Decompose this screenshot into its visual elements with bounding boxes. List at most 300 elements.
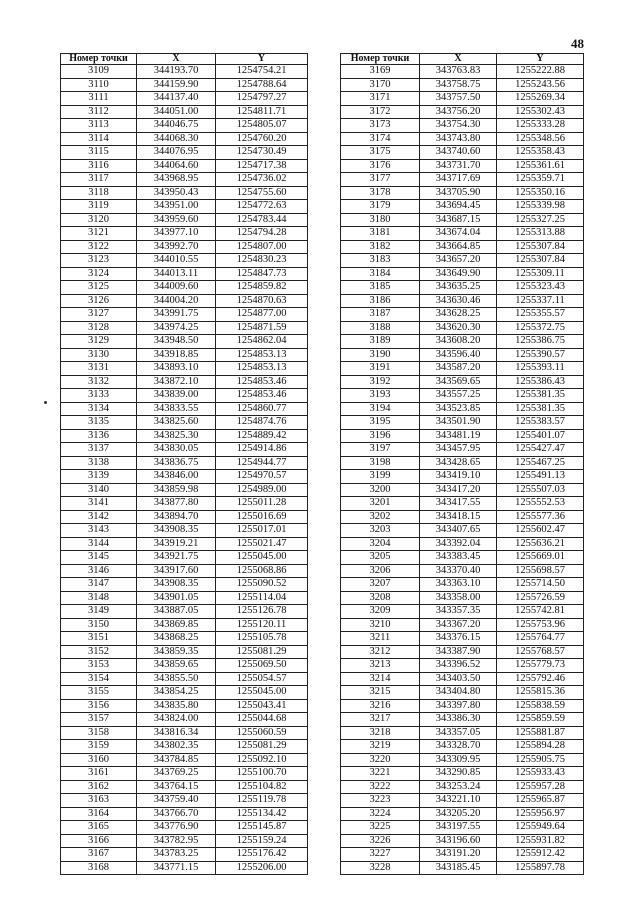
y-coordinate-cell: 1255714.50 xyxy=(497,578,584,592)
point-number-cell: 3171 xyxy=(341,92,420,106)
table-row xyxy=(341,146,584,160)
header-x: X xyxy=(137,54,216,65)
table-row xyxy=(61,848,308,862)
table-row xyxy=(341,132,584,146)
y-coordinate-cell: 1255393.11 xyxy=(497,362,584,376)
table-row xyxy=(341,632,584,646)
point-number-cell: 3191 xyxy=(341,362,420,376)
table-row xyxy=(61,78,308,92)
point-number-cell: 3120 xyxy=(61,213,137,227)
y-coordinate-cell: 1255381.35 xyxy=(497,389,584,403)
x-coordinate-cell: 343758.75 xyxy=(420,78,497,92)
table-row xyxy=(61,537,308,551)
x-coordinate-cell: 343419.10 xyxy=(420,470,497,484)
x-coordinate-cell: 343418.15 xyxy=(420,510,497,524)
y-coordinate-cell: 1255045.00 xyxy=(216,551,308,565)
table-row xyxy=(341,848,584,862)
x-coordinate-cell: 343407.65 xyxy=(420,524,497,538)
y-coordinate-cell: 1255323.43 xyxy=(497,281,584,295)
x-coordinate-cell: 343674.04 xyxy=(420,227,497,241)
point-number-cell: 3195 xyxy=(341,416,420,430)
point-number-cell: 3174 xyxy=(341,132,420,146)
x-coordinate-cell: 343309.95 xyxy=(420,753,497,767)
x-coordinate-cell: 343392.04 xyxy=(420,537,497,551)
point-number-cell: 3202 xyxy=(341,510,420,524)
table-row xyxy=(341,186,584,200)
table-row xyxy=(341,686,584,700)
point-number-cell: 3118 xyxy=(61,186,137,200)
x-coordinate-cell: 343404.80 xyxy=(420,686,497,700)
point-number-cell: 3156 xyxy=(61,699,137,713)
y-coordinate-cell: 1255126.78 xyxy=(216,605,308,619)
point-number-cell: 3219 xyxy=(341,740,420,754)
y-coordinate-cell: 1255359.71 xyxy=(497,173,584,187)
table-row xyxy=(341,348,584,362)
header-x: X xyxy=(420,54,497,65)
y-coordinate-cell: 1255372.75 xyxy=(497,321,584,335)
y-coordinate-cell: 1255119.78 xyxy=(216,794,308,808)
table-row xyxy=(341,767,584,781)
point-number-cell: 3183 xyxy=(341,254,420,268)
table-row xyxy=(61,686,308,700)
x-coordinate-cell: 343816.34 xyxy=(137,726,216,740)
y-coordinate-cell: 1254783.44 xyxy=(216,213,308,227)
table-row xyxy=(61,564,308,578)
x-coordinate-cell: 343717.69 xyxy=(420,173,497,187)
y-coordinate-cell: 1254870.63 xyxy=(216,294,308,308)
x-coordinate-cell: 343901.05 xyxy=(137,591,216,605)
stray-dot-mark xyxy=(44,401,47,404)
point-number-cell: 3139 xyxy=(61,470,137,484)
x-coordinate-cell: 343635.25 xyxy=(420,281,497,295)
x-coordinate-cell: 343759.40 xyxy=(137,794,216,808)
y-coordinate-cell: 1255333.28 xyxy=(497,119,584,133)
x-coordinate-cell: 343783.25 xyxy=(137,848,216,862)
table-row xyxy=(61,105,308,119)
y-coordinate-cell: 1255949.64 xyxy=(497,821,584,835)
table-row xyxy=(61,375,308,389)
y-coordinate-cell: 1255081.29 xyxy=(216,645,308,659)
y-coordinate-cell: 1254811.71 xyxy=(216,105,308,119)
table-row xyxy=(61,483,308,497)
x-coordinate-cell: 343908.35 xyxy=(137,524,216,538)
y-coordinate-cell: 1255602.47 xyxy=(497,524,584,538)
point-number-cell: 3136 xyxy=(61,429,137,443)
x-coordinate-cell: 343428.65 xyxy=(420,456,497,470)
x-coordinate-cell: 343868.25 xyxy=(137,632,216,646)
point-number-cell: 3128 xyxy=(61,321,137,335)
point-number-cell: 3161 xyxy=(61,767,137,781)
point-number-cell: 3213 xyxy=(341,659,420,673)
point-number-cell: 3173 xyxy=(341,119,420,133)
point-number-cell: 3169 xyxy=(341,65,420,79)
table-row xyxy=(341,281,584,295)
y-coordinate-cell: 1255309.11 xyxy=(497,267,584,281)
y-coordinate-cell: 1255467.25 xyxy=(497,456,584,470)
point-number-cell: 3147 xyxy=(61,578,137,592)
x-coordinate-cell: 343948.50 xyxy=(137,335,216,349)
point-number-cell: 3185 xyxy=(341,281,420,295)
point-number-cell: 3148 xyxy=(61,591,137,605)
y-coordinate-cell: 1255401.07 xyxy=(497,429,584,443)
point-number-cell: 3180 xyxy=(341,213,420,227)
y-coordinate-cell: 1255348.56 xyxy=(497,132,584,146)
y-coordinate-cell: 1255327.25 xyxy=(497,213,584,227)
x-coordinate-cell: 343705.90 xyxy=(420,186,497,200)
y-coordinate-cell: 1255269.34 xyxy=(497,92,584,106)
table-row xyxy=(61,713,308,727)
y-coordinate-cell: 1255339.98 xyxy=(497,200,584,214)
x-coordinate-cell: 343587.20 xyxy=(420,362,497,376)
y-coordinate-cell: 1255753.96 xyxy=(497,618,584,632)
y-coordinate-cell: 1255159.24 xyxy=(216,834,308,848)
point-number-cell: 3215 xyxy=(341,686,420,700)
x-coordinate-cell: 343977.10 xyxy=(137,227,216,241)
x-coordinate-cell: 343887.05 xyxy=(137,605,216,619)
y-coordinate-cell: 1255081.29 xyxy=(216,740,308,754)
point-number-cell: 3109 xyxy=(61,65,137,79)
y-coordinate-cell: 1255792.46 xyxy=(497,672,584,686)
x-coordinate-cell: 343974.25 xyxy=(137,321,216,335)
y-coordinate-cell: 1255090.52 xyxy=(216,578,308,592)
y-coordinate-cell: 1254877.00 xyxy=(216,308,308,322)
table-row xyxy=(61,645,308,659)
point-number-cell: 3162 xyxy=(61,780,137,794)
table-row xyxy=(341,780,584,794)
point-number-cell: 3177 xyxy=(341,173,420,187)
table-row xyxy=(341,443,584,457)
y-coordinate-cell: 1255577.36 xyxy=(497,510,584,524)
x-coordinate-cell: 343859.35 xyxy=(137,645,216,659)
point-number-cell: 3226 xyxy=(341,834,420,848)
coordinates-table-right-body xyxy=(341,65,584,875)
y-coordinate-cell: 1255957.28 xyxy=(497,780,584,794)
x-coordinate-cell: 343557.25 xyxy=(420,389,497,403)
table-row xyxy=(61,173,308,187)
table-header-row xyxy=(61,54,308,65)
x-coordinate-cell: 343481.19 xyxy=(420,429,497,443)
table-row xyxy=(341,537,584,551)
table-row xyxy=(61,605,308,619)
x-coordinate-cell: 343191.20 xyxy=(420,848,497,862)
table-row xyxy=(61,254,308,268)
table-row xyxy=(341,362,584,376)
point-number-cell: 3176 xyxy=(341,159,420,173)
point-number-cell: 3221 xyxy=(341,767,420,781)
y-coordinate-cell: 1255176.42 xyxy=(216,848,308,862)
table-row xyxy=(61,861,308,875)
x-coordinate-cell: 344137.40 xyxy=(137,92,216,106)
y-coordinate-cell: 1255044.68 xyxy=(216,713,308,727)
table-row xyxy=(341,267,584,281)
y-coordinate-cell: 1254807.00 xyxy=(216,240,308,254)
x-coordinate-cell: 343830.05 xyxy=(137,443,216,457)
y-coordinate-cell: 1255307.84 xyxy=(497,240,584,254)
y-coordinate-cell: 1255114.04 xyxy=(216,591,308,605)
table-row xyxy=(341,618,584,632)
point-number-cell: 3142 xyxy=(61,510,137,524)
point-number-cell: 3186 xyxy=(341,294,420,308)
y-coordinate-cell: 1254853.13 xyxy=(216,362,308,376)
table-row xyxy=(61,524,308,538)
y-coordinate-cell: 1255105.78 xyxy=(216,632,308,646)
y-coordinate-cell: 1255956.97 xyxy=(497,807,584,821)
y-coordinate-cell: 1255337.11 xyxy=(497,294,584,308)
x-coordinate-cell: 343569.65 xyxy=(420,375,497,389)
point-number-cell: 3205 xyxy=(341,551,420,565)
point-number-cell: 3216 xyxy=(341,699,420,713)
x-coordinate-cell: 343694.45 xyxy=(420,200,497,214)
point-number-cell: 3160 xyxy=(61,753,137,767)
table-row xyxy=(61,146,308,160)
table-row xyxy=(341,753,584,767)
page-number: 48 xyxy=(571,36,584,51)
x-coordinate-cell: 343825.30 xyxy=(137,429,216,443)
point-number-cell: 3201 xyxy=(341,497,420,511)
x-coordinate-cell: 343991.75 xyxy=(137,308,216,322)
point-number-cell: 3127 xyxy=(61,308,137,322)
table-row xyxy=(61,821,308,835)
point-number-cell: 3141 xyxy=(61,497,137,511)
x-coordinate-cell: 343630.46 xyxy=(420,294,497,308)
x-coordinate-cell: 343743.80 xyxy=(420,132,497,146)
y-coordinate-cell: 1255350.16 xyxy=(497,186,584,200)
table-row xyxy=(61,132,308,146)
y-coordinate-cell: 1254760.20 xyxy=(216,132,308,146)
x-coordinate-cell: 343197.55 xyxy=(420,821,497,835)
point-number-cell: 3111 xyxy=(61,92,137,106)
y-coordinate-cell: 1254853.46 xyxy=(216,375,308,389)
x-coordinate-cell: 343835.80 xyxy=(137,699,216,713)
table-row xyxy=(61,416,308,430)
table-row xyxy=(341,240,584,254)
y-coordinate-cell: 1254717.38 xyxy=(216,159,308,173)
x-coordinate-cell: 343757.50 xyxy=(420,92,497,106)
table-row xyxy=(61,632,308,646)
point-number-cell: 3197 xyxy=(341,443,420,457)
point-number-cell: 3167 xyxy=(61,848,137,862)
table-row xyxy=(341,807,584,821)
x-coordinate-cell: 343417.55 xyxy=(420,497,497,511)
x-coordinate-cell: 343523.85 xyxy=(420,402,497,416)
x-coordinate-cell: 343921.75 xyxy=(137,551,216,565)
table-row xyxy=(61,119,308,133)
table-row xyxy=(61,240,308,254)
table-row xyxy=(61,443,308,457)
point-number-cell: 3196 xyxy=(341,429,420,443)
x-coordinate-cell: 343501.90 xyxy=(420,416,497,430)
table-row xyxy=(61,551,308,565)
y-coordinate-cell: 1255636.21 xyxy=(497,537,584,551)
y-coordinate-cell: 1254871.59 xyxy=(216,321,308,335)
table-row xyxy=(341,483,584,497)
point-number-cell: 3164 xyxy=(61,807,137,821)
x-coordinate-cell: 343664.85 xyxy=(420,240,497,254)
point-number-cell: 3137 xyxy=(61,443,137,457)
point-number-cell: 3228 xyxy=(341,861,420,875)
x-coordinate-cell: 343185.45 xyxy=(420,861,497,875)
y-coordinate-cell: 1255243.56 xyxy=(497,78,584,92)
y-coordinate-cell: 1255313.88 xyxy=(497,227,584,241)
table-row xyxy=(341,591,584,605)
y-coordinate-cell: 1255897.78 xyxy=(497,861,584,875)
point-number-cell: 3159 xyxy=(61,740,137,754)
point-number-cell: 3119 xyxy=(61,200,137,214)
y-coordinate-cell: 1255390.57 xyxy=(497,348,584,362)
y-coordinate-cell: 1254874.76 xyxy=(216,416,308,430)
table-row xyxy=(61,794,308,808)
point-number-cell: 3131 xyxy=(61,362,137,376)
y-coordinate-cell: 1254989.00 xyxy=(216,483,308,497)
x-coordinate-cell: 343649.90 xyxy=(420,267,497,281)
point-number-cell: 3116 xyxy=(61,159,137,173)
table-row xyxy=(341,159,584,173)
table-row xyxy=(341,510,584,524)
table-row xyxy=(61,578,308,592)
y-coordinate-cell: 1254754.21 xyxy=(216,65,308,79)
x-coordinate-cell: 343387.90 xyxy=(420,645,497,659)
x-coordinate-cell: 343918.85 xyxy=(137,348,216,362)
header-point-number: Номер точки xyxy=(61,54,137,65)
point-number-cell: 3143 xyxy=(61,524,137,538)
point-number-cell: 3114 xyxy=(61,132,137,146)
y-coordinate-cell: 1255302.43 xyxy=(497,105,584,119)
y-coordinate-cell: 1254797.27 xyxy=(216,92,308,106)
y-coordinate-cell: 1255698.57 xyxy=(497,564,584,578)
x-coordinate-cell: 344064.60 xyxy=(137,159,216,173)
table-row xyxy=(61,65,308,79)
point-number-cell: 3135 xyxy=(61,416,137,430)
point-number-cell: 3138 xyxy=(61,456,137,470)
x-coordinate-cell: 343833.55 xyxy=(137,402,216,416)
table-row xyxy=(61,672,308,686)
x-coordinate-cell: 343869.85 xyxy=(137,618,216,632)
y-coordinate-cell: 1254805.07 xyxy=(216,119,308,133)
x-coordinate-cell: 343859.65 xyxy=(137,659,216,673)
header-y: Y xyxy=(216,54,308,65)
point-number-cell: 3218 xyxy=(341,726,420,740)
y-coordinate-cell: 1255016.69 xyxy=(216,510,308,524)
x-coordinate-cell: 343917.60 xyxy=(137,564,216,578)
y-coordinate-cell: 1254859.82 xyxy=(216,281,308,295)
y-coordinate-cell: 1255017.01 xyxy=(216,524,308,538)
y-coordinate-cell: 1255912.42 xyxy=(497,848,584,862)
table-row xyxy=(61,807,308,821)
point-number-cell: 3178 xyxy=(341,186,420,200)
x-coordinate-cell: 343221.10 xyxy=(420,794,497,808)
table-row xyxy=(341,78,584,92)
point-number-cell: 3133 xyxy=(61,389,137,403)
point-number-cell: 3121 xyxy=(61,227,137,241)
y-coordinate-cell: 1255145.87 xyxy=(216,821,308,835)
y-coordinate-cell: 1254788.64 xyxy=(216,78,308,92)
y-coordinate-cell: 1255726.59 xyxy=(497,591,584,605)
table-row xyxy=(61,740,308,754)
point-number-cell: 3223 xyxy=(341,794,420,808)
y-coordinate-cell: 1255104.82 xyxy=(216,780,308,794)
table-row xyxy=(61,402,308,416)
table-row xyxy=(61,834,308,848)
table-row xyxy=(341,227,584,241)
table-row xyxy=(61,362,308,376)
table-row xyxy=(341,456,584,470)
y-coordinate-cell: 1255552.53 xyxy=(497,497,584,511)
table-row xyxy=(61,753,308,767)
table-row xyxy=(341,173,584,187)
y-coordinate-cell: 1255905.75 xyxy=(497,753,584,767)
table-row xyxy=(341,672,584,686)
point-number-cell: 3184 xyxy=(341,267,420,281)
x-coordinate-cell: 343357.05 xyxy=(420,726,497,740)
y-coordinate-cell: 1255838.59 xyxy=(497,699,584,713)
x-coordinate-cell: 343358.00 xyxy=(420,591,497,605)
y-coordinate-cell: 1255894.28 xyxy=(497,740,584,754)
x-coordinate-cell: 343919.21 xyxy=(137,537,216,551)
x-coordinate-cell: 343596.40 xyxy=(420,348,497,362)
x-coordinate-cell: 343754.30 xyxy=(420,119,497,133)
y-coordinate-cell: 1255361.61 xyxy=(497,159,584,173)
table-row xyxy=(341,740,584,754)
y-coordinate-cell: 1255383.57 xyxy=(497,416,584,430)
table-row xyxy=(341,92,584,106)
point-number-cell: 3113 xyxy=(61,119,137,133)
y-coordinate-cell: 1255355.57 xyxy=(497,308,584,322)
point-number-cell: 3163 xyxy=(61,794,137,808)
point-number-cell: 3203 xyxy=(341,524,420,538)
x-coordinate-cell: 344051.00 xyxy=(137,105,216,119)
table-row xyxy=(341,213,584,227)
y-coordinate-cell: 1255043.41 xyxy=(216,699,308,713)
y-coordinate-cell: 1255068.86 xyxy=(216,564,308,578)
x-coordinate-cell: 343766.70 xyxy=(137,807,216,821)
x-coordinate-cell: 343383.45 xyxy=(420,551,497,565)
x-coordinate-cell: 343854.25 xyxy=(137,686,216,700)
point-number-cell: 3193 xyxy=(341,389,420,403)
point-number-cell: 3166 xyxy=(61,834,137,848)
point-number-cell: 3194 xyxy=(341,402,420,416)
table-row xyxy=(61,294,308,308)
point-number-cell: 3204 xyxy=(341,537,420,551)
x-coordinate-cell: 343769.25 xyxy=(137,767,216,781)
table-row xyxy=(341,524,584,538)
point-number-cell: 3124 xyxy=(61,267,137,281)
x-coordinate-cell: 343396.52 xyxy=(420,659,497,673)
point-number-cell: 3189 xyxy=(341,335,420,349)
table-row xyxy=(61,497,308,511)
table-row xyxy=(61,767,308,781)
point-number-cell: 3168 xyxy=(61,861,137,875)
y-coordinate-cell: 1255100.70 xyxy=(216,767,308,781)
point-number-cell: 3151 xyxy=(61,632,137,646)
x-coordinate-cell: 343370.40 xyxy=(420,564,497,578)
point-number-cell: 3181 xyxy=(341,227,420,241)
y-coordinate-cell: 1255045.00 xyxy=(216,686,308,700)
table-row xyxy=(61,335,308,349)
table-row xyxy=(61,348,308,362)
point-number-cell: 3170 xyxy=(341,78,420,92)
x-coordinate-cell: 343825.60 xyxy=(137,416,216,430)
y-coordinate-cell: 1254944.77 xyxy=(216,456,308,470)
y-coordinate-cell: 1255965.87 xyxy=(497,794,584,808)
y-coordinate-cell: 1255011.28 xyxy=(216,497,308,511)
x-coordinate-cell: 343802.35 xyxy=(137,740,216,754)
y-coordinate-cell: 1255386.75 xyxy=(497,335,584,349)
y-coordinate-cell: 1254889.42 xyxy=(216,429,308,443)
table-row xyxy=(341,294,584,308)
point-number-cell: 3144 xyxy=(61,537,137,551)
x-coordinate-cell: 344159.90 xyxy=(137,78,216,92)
coordinates-table-left-body xyxy=(61,65,308,875)
